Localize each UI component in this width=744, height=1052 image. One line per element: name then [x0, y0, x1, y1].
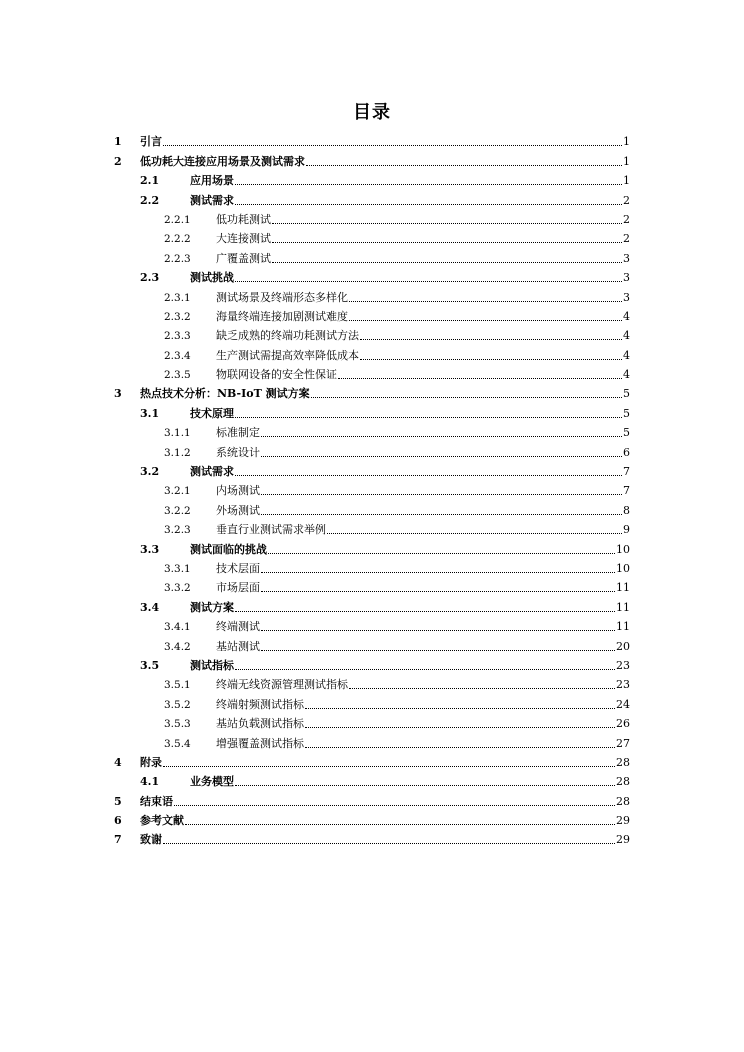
toc-entry-page-number: 1 — [623, 174, 630, 188]
toc-entry-number: 3.3.2 — [164, 582, 191, 595]
toc-entry-label: 测试指标 — [190, 658, 234, 672]
toc-entry-number: 2.3.2 — [164, 310, 191, 323]
toc-entry-number: 3.1.1 — [164, 427, 191, 440]
toc-entry-number: 3.5 — [140, 658, 160, 672]
dot-leader — [163, 842, 615, 844]
toc-entry[interactable] — [114, 518, 630, 537]
dot-leader — [311, 396, 622, 398]
toc-entry-page-number: 3 — [623, 271, 630, 285]
toc-entry-page-number: 23 — [616, 678, 630, 692]
toc-entry[interactable] — [114, 692, 630, 711]
toc-entry-label: 测试需求 — [190, 193, 234, 207]
dot-leader — [163, 765, 615, 767]
toc-entry[interactable] — [114, 227, 630, 246]
toc-entry[interactable] — [114, 634, 630, 653]
toc-entry-label: 结束语 — [140, 794, 173, 808]
toc-entry-page-number: 2 — [623, 193, 630, 207]
dot-leader — [268, 552, 615, 554]
toc-entry-number: 2.2.2 — [164, 233, 191, 246]
toc-title: 目录 — [353, 102, 391, 123]
toc-entry-label: 广覆盖测试 — [216, 251, 271, 265]
toc-entry[interactable] — [114, 169, 630, 188]
dot-leader — [235, 610, 615, 612]
toc-entry[interactable] — [114, 188, 630, 207]
toc-entry-label: 低功耗大连接应用场景及测试需求 — [140, 154, 305, 168]
toc-entry-label: 外场测试 — [216, 503, 260, 517]
dot-leader — [327, 532, 622, 534]
toc-entry[interactable] — [114, 576, 630, 595]
toc-entry-page-number: 2 — [623, 232, 630, 246]
toc-entry[interactable] — [114, 130, 630, 149]
dot-leader — [349, 687, 615, 689]
toc-entry-label: 终端无线资源管理测试指标 — [216, 678, 348, 692]
toc-entry-page-number: 11 — [616, 600, 630, 614]
toc-entry-number: 3.1.2 — [164, 446, 191, 459]
toc-entry-page-number: 4 — [623, 309, 630, 323]
toc-entry-page-number: 28 — [616, 794, 630, 808]
toc-entry-label: 系统设计 — [216, 445, 260, 459]
toc-entry-label: 大连接测试 — [216, 232, 271, 246]
toc-entry-label: 测试挑战 — [190, 271, 234, 285]
toc-entry-page-number: 10 — [616, 561, 630, 575]
dot-leader — [261, 649, 615, 651]
toc-entry[interactable] — [114, 654, 630, 673]
toc-entry-number: 3.5.2 — [164, 698, 191, 711]
toc-entry-page-number: 3 — [623, 290, 630, 304]
toc-entry-page-number: 7 — [623, 465, 630, 479]
toc-entry[interactable] — [114, 363, 630, 382]
toc-entry-label: 参考文献 — [140, 814, 184, 828]
toc-entry-page-number: 20 — [616, 639, 630, 653]
toc-entry[interactable] — [114, 770, 630, 789]
toc-entry-label: 缺乏成熟的终端功耗测试方法 — [216, 329, 359, 343]
toc-entry[interactable] — [114, 324, 630, 343]
toc-entry-number: 3.5.4 — [164, 737, 191, 750]
toc-entry-page-number: 28 — [616, 755, 630, 769]
toc-entry-label: 垂直行业测试需求举例 — [216, 523, 326, 537]
toc-entry-label: 终端射频测试指标 — [216, 697, 304, 711]
toc-entry-number: 2.2.1 — [164, 213, 191, 226]
dot-leader — [261, 493, 622, 495]
toc-entry[interactable] — [114, 498, 630, 517]
toc-entry-number: 3.4 — [140, 600, 160, 614]
dot-leader — [261, 435, 622, 437]
dot-leader — [235, 668, 615, 670]
toc-entry-page-number: 5 — [623, 387, 630, 401]
toc-entry-number: 3.2.1 — [164, 485, 191, 498]
toc-entry-number: 4.1 — [140, 775, 160, 789]
toc-entry-label: 基站测试 — [216, 639, 260, 653]
toc-entry[interactable] — [114, 401, 630, 420]
toc-entry[interactable] — [114, 266, 630, 285]
toc-entry-number: 2.3.1 — [164, 291, 191, 304]
toc-entry-number: 3.5.1 — [164, 679, 191, 692]
toc-entry-number: 3.2.3 — [164, 524, 191, 537]
toc-entry-label: 生产测试需提高效率降低成本 — [216, 348, 359, 362]
dot-leader — [272, 261, 622, 263]
toc-entry-label: 测试面临的挑战 — [190, 542, 267, 556]
toc-entry-label: 测试需求 — [190, 465, 234, 479]
toc-entry[interactable] — [114, 712, 630, 731]
dot-leader — [163, 144, 622, 146]
toc-entry-number: 3.2.2 — [164, 504, 191, 517]
dot-leader — [360, 338, 622, 340]
toc-entry-label: 技术层面 — [216, 561, 260, 575]
toc-entry[interactable] — [114, 537, 630, 556]
toc-entry-number: 3.2 — [140, 465, 160, 479]
toc-entry-page-number: 9 — [623, 523, 630, 537]
toc-entry[interactable] — [114, 246, 630, 265]
dot-leader — [261, 629, 615, 631]
dot-leader — [235, 784, 615, 786]
toc-entry-page-number: 23 — [616, 658, 630, 672]
dot-leader — [235, 416, 622, 418]
dot-leader — [305, 726, 615, 728]
dot-leader — [272, 222, 622, 224]
toc-entry-page-number: 6 — [623, 445, 630, 459]
toc-entry-label: 标准制定 — [216, 426, 260, 440]
toc-entry-page-number: 29 — [616, 814, 630, 828]
toc-entry-label: 应用场景 — [190, 174, 234, 188]
toc-entry-page-number: 8 — [623, 503, 630, 517]
toc-entry-number: 3 — [114, 387, 122, 401]
dot-leader — [261, 590, 615, 592]
toc-entry-label: 物联网设备的安全性保证 — [216, 368, 337, 382]
toc-entry[interactable] — [114, 615, 630, 634]
toc-entry[interactable] — [114, 149, 630, 168]
dot-leader — [235, 183, 622, 185]
toc-entry-number: 2.3.4 — [164, 349, 191, 362]
dot-leader — [261, 571, 615, 573]
toc-entry[interactable] — [114, 382, 630, 401]
toc-entry-number: 3.5.3 — [164, 718, 191, 731]
toc-list — [114, 130, 630, 847]
dot-leader — [306, 164, 622, 166]
toc-entry-page-number: 29 — [616, 833, 630, 847]
toc-entry-number: 6 — [114, 814, 122, 828]
toc-entry[interactable] — [114, 673, 630, 692]
toc-entry[interactable] — [114, 828, 630, 847]
toc-entry[interactable] — [114, 460, 630, 479]
toc-entry-label: 业务模型 — [190, 775, 234, 789]
toc-entry-label: 致谢 — [140, 833, 162, 847]
toc-entry-page-number: 10 — [616, 542, 630, 556]
toc-entry[interactable] — [114, 343, 630, 362]
toc-entry[interactable] — [114, 595, 630, 614]
toc-entry-page-number: 5 — [623, 426, 630, 440]
toc-entry-number: 3.4.1 — [164, 621, 191, 634]
dot-leader — [235, 280, 622, 282]
toc-entry[interactable] — [114, 751, 630, 770]
toc-entry-page-number: 4 — [623, 368, 630, 382]
toc-entry-number: 3.3.1 — [164, 562, 191, 575]
dot-leader — [235, 474, 622, 476]
toc-entry[interactable] — [114, 557, 630, 576]
dot-leader — [261, 455, 622, 457]
toc-entry[interactable] — [114, 305, 630, 324]
toc-entry[interactable] — [114, 731, 630, 750]
toc-entry-label: 海量终端连接加剧测试难度 — [216, 309, 348, 323]
toc-entry-page-number: 3 — [623, 251, 630, 265]
toc-entry-number: 3.4.2 — [164, 640, 191, 653]
dot-leader — [185, 823, 615, 825]
toc-entry-page-number: 1 — [623, 154, 630, 168]
dot-leader — [261, 513, 622, 515]
toc-entry-label: 附录 — [140, 755, 162, 769]
dot-leader — [360, 358, 622, 360]
toc-entry[interactable] — [114, 421, 630, 440]
dot-leader — [338, 377, 622, 379]
toc-entry-number: 2.2 — [140, 193, 160, 207]
dot-leader — [349, 300, 622, 302]
toc-entry-label: 测试场景及终端形态多样化 — [216, 290, 348, 304]
toc-entry[interactable] — [114, 789, 630, 808]
toc-entry-label: 增强覆盖测试指标 — [216, 736, 304, 750]
dot-leader — [174, 804, 615, 806]
toc-entry-label: 低功耗测试 — [216, 212, 271, 226]
dot-leader — [235, 203, 622, 205]
toc-entry-number: 2.3.3 — [164, 330, 191, 343]
toc-entry-page-number: 28 — [616, 775, 630, 789]
dot-leader — [349, 319, 622, 321]
toc-entry-number: 5 — [114, 794, 122, 808]
toc-entry-page-number: 4 — [623, 329, 630, 343]
toc-entry-page-number: 2 — [623, 212, 630, 226]
toc-entry-label: 内场测试 — [216, 484, 260, 498]
toc-entry-label: 基站负载测试指标 — [216, 717, 304, 731]
toc-entry[interactable] — [114, 479, 630, 498]
toc-entry-page-number: 26 — [616, 717, 630, 731]
toc-entry-label: 市场层面 — [216, 581, 260, 595]
toc-entry[interactable] — [114, 208, 630, 227]
toc-entry-number: 7 — [114, 833, 122, 847]
toc-entry-number: 3.3 — [140, 542, 160, 556]
toc-entry[interactable] — [114, 285, 630, 304]
toc-entry-page-number: 7 — [623, 484, 630, 498]
toc-entry-page-number: 11 — [616, 581, 630, 595]
toc-entry-number: 1 — [114, 135, 122, 149]
toc-entry[interactable] — [114, 809, 630, 828]
toc-entry-label: 测试方案 — [190, 600, 234, 614]
toc-entry-page-number: 4 — [623, 348, 630, 362]
toc-entry-number: 2 — [114, 154, 122, 168]
toc-entry-number: 2.2.3 — [164, 252, 191, 265]
toc-entry-label: 引言 — [140, 135, 162, 149]
toc-entry-page-number: 1 — [623, 135, 630, 149]
toc-entry-number: 2.3 — [140, 271, 160, 285]
toc-entry[interactable] — [114, 440, 630, 459]
toc-entry-label: 热点技术分析：NB-IoT 测试方案 — [140, 387, 310, 401]
toc-entry-number: 2.1 — [140, 174, 160, 188]
toc-entry-number: 3.1 — [140, 406, 160, 420]
toc-entry-number: 4 — [114, 755, 122, 769]
toc-entry-page-number: 5 — [623, 406, 630, 420]
toc-entry-label: 技术原理 — [190, 406, 234, 420]
dot-leader — [272, 241, 622, 243]
toc-entry-page-number: 27 — [616, 736, 630, 750]
toc-entry-label: 终端测试 — [216, 620, 260, 634]
dot-leader — [305, 746, 615, 748]
toc-entry-page-number: 11 — [616, 620, 630, 634]
toc-entry-number: 2.3.5 — [164, 369, 191, 382]
dot-leader — [305, 707, 615, 709]
toc-entry-page-number: 24 — [616, 697, 630, 711]
